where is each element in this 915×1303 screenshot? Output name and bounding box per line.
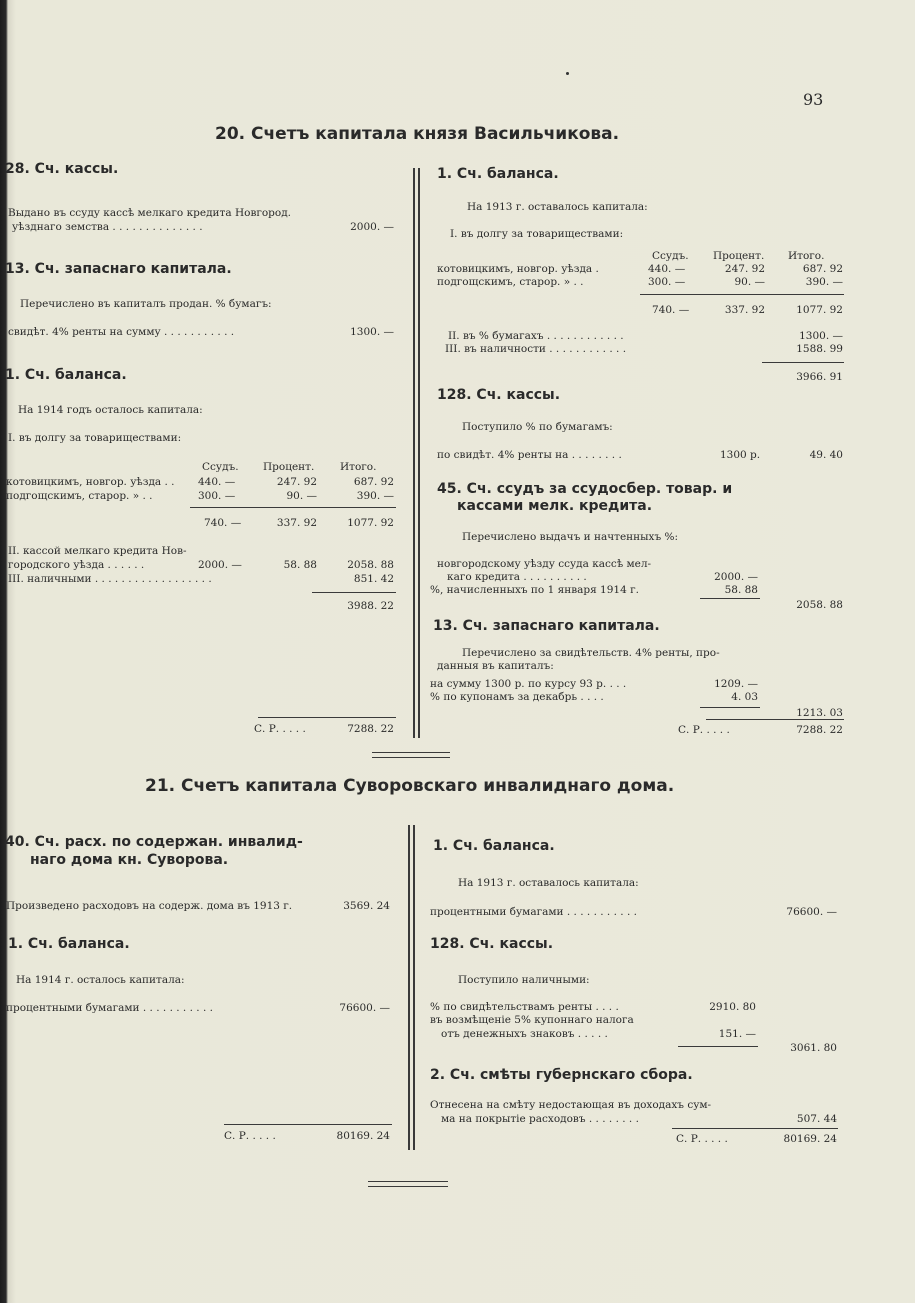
cell: 300. —	[648, 276, 686, 288]
amount: 1300. —	[350, 326, 394, 338]
summary-label: С. Р. . . . .	[254, 723, 306, 735]
heading-kassy: 128. Сч. кассы.	[437, 387, 561, 403]
heading-ssud-cont: кассами мелк. кредита.	[457, 498, 653, 514]
cell: 1300. —	[799, 330, 843, 342]
cell: 687. 92	[353, 476, 394, 488]
row-name: котовицкимъ, новгор. уѣзда .	[437, 263, 599, 275]
heading-balans: 1. Сч. баланса.	[5, 367, 127, 383]
text-line: новгородскому уѣзду ссуда кассѣ мел-	[437, 558, 652, 570]
text-line: на сумму 1300 р. по курсу 93 р. . . .	[430, 678, 627, 690]
column-header: Ссудъ.	[202, 461, 239, 473]
text-line: На 1913 г. оставалось капитала:	[467, 201, 648, 213]
total: 3966. 91	[796, 371, 843, 383]
total: 3988. 22	[347, 600, 394, 612]
text-line: по свидѣт. 4% ренты на . . . . . . . .	[437, 449, 622, 461]
summary-label: С. Р. . . . .	[678, 724, 730, 736]
text-line: Перечислено въ капиталъ продан. % бумагъ:	[20, 298, 272, 310]
rule	[258, 717, 396, 718]
text-line: въ возмѣщеніе 5% купоннаго налога	[430, 1014, 634, 1026]
amount: 76600. —	[786, 906, 837, 918]
cell: 2000. —	[714, 571, 758, 583]
rule	[640, 294, 844, 295]
row-name: III. въ наличности . . . . . . . . . . . .	[445, 343, 627, 355]
cell: 247. 92	[276, 476, 317, 488]
row-name: котовицкимъ, новгор. уѣзда . .	[6, 476, 175, 488]
total: 2058. 88	[796, 599, 843, 611]
text-line: Поступило наличными:	[458, 974, 590, 986]
text-line: отъ денежныхъ знаковъ . . . . .	[441, 1028, 608, 1040]
summary-label: С. Р. . . . .	[676, 1133, 728, 1145]
rule	[678, 1046, 758, 1047]
summary-label: С. Р. . . . .	[224, 1130, 276, 1142]
text-line: На 1913 г. оставалось капитала:	[458, 877, 639, 889]
cell: 1209. —	[714, 678, 758, 690]
rule	[672, 1128, 838, 1129]
cell: 687. 92	[802, 263, 843, 275]
cell: 337. 92	[724, 304, 765, 316]
cell: 390. —	[356, 490, 394, 502]
cell: 1300 р.	[720, 449, 761, 461]
text-line: каго кредита . . . . . . . . . .	[447, 571, 587, 583]
amount: 76600. —	[339, 1002, 390, 1014]
column-divider	[413, 825, 415, 1150]
total: 1213. 03	[796, 707, 843, 719]
cell: 1588. 99	[796, 343, 843, 355]
cell: 300. —	[198, 490, 236, 502]
cell: 4. 03	[731, 691, 758, 703]
cell: 440. —	[648, 263, 686, 275]
heading-balans: 1. Сч. баланса.	[433, 838, 555, 854]
text-line: I. въ долгу за товариществами:	[8, 432, 182, 444]
cell: 90. —	[286, 490, 317, 502]
summary-amount: 80169. 24	[336, 1130, 390, 1142]
cell: 2000. —	[198, 559, 242, 571]
section-20-title: 20. Счетъ капитала князя Васильчикова.	[215, 124, 620, 144]
section-21-title: 21. Счетъ капитала Суворовскаго инвалиднаго дома.	[145, 776, 675, 796]
page-number: 93	[803, 90, 824, 109]
row-name: городского уѣзда . . . . . .	[8, 559, 145, 571]
column-header: Процент.	[713, 250, 765, 262]
row-name: подгощскимъ, старор. » . .	[437, 276, 584, 288]
cell: 90. —	[734, 276, 765, 288]
text-line: Перечислено выдачъ и начтенныхъ %:	[462, 531, 678, 543]
amount: 507. 44	[796, 1113, 837, 1125]
rule	[700, 598, 760, 599]
text-line: процентными бумагами . . . . . . . . . . .	[6, 1002, 213, 1014]
heading-zapas: 13. Сч. запаснаго капитала.	[5, 261, 232, 277]
cell: 2910. 80	[709, 1001, 756, 1013]
row-name: подгощскимъ, старор. » . .	[6, 490, 153, 502]
summary-amount: 7288. 22	[347, 723, 394, 735]
text-line: На 1914 г. осталось капитала:	[16, 974, 185, 986]
row-name: II. въ % бумагахъ . . . . . . . . . . . .	[448, 330, 624, 342]
heading-balans: 1. Сч. баланса.	[437, 166, 559, 182]
rule	[224, 1124, 392, 1125]
text-line: На 1914 годъ осталось капитала:	[18, 404, 203, 416]
heading-kassy: 128. Сч. кассы.	[430, 936, 554, 952]
cell: 851. 42	[353, 573, 394, 585]
cell: 58. 88	[724, 584, 758, 596]
text-line: данныя въ капиталъ:	[437, 660, 554, 672]
heading-rashod-cont: наго дома кн. Суворова.	[30, 852, 229, 868]
heading-zapas: 13. Сч. запаснаго капитала.	[433, 618, 660, 634]
text-line: уѣзднаго земства . . . . . . . . . . . . . .	[12, 221, 203, 233]
cell: 390. —	[805, 276, 843, 288]
column-divider	[418, 168, 420, 738]
text-line: %, начисленныхъ по 1 января 1914 г.	[430, 584, 639, 596]
text-line: ма на покрытіе расходовъ . . . . . . . .	[441, 1113, 639, 1125]
rule	[706, 719, 844, 720]
text-line: Выдано въ ссуду кассѣ мелкаго кредита Новгород.	[8, 207, 292, 219]
heading-smety: 2. Сч. смѣты губернскаго сбора.	[430, 1067, 693, 1083]
section-separator	[368, 1181, 448, 1187]
amount: 2000. —	[350, 221, 394, 233]
cell: 1077. 92	[796, 304, 843, 316]
rule	[762, 362, 844, 363]
cell: 337. 92	[276, 517, 317, 529]
cell: 58. 88	[283, 559, 317, 571]
column-header: Процент.	[263, 461, 315, 473]
cell: 440. —	[198, 476, 236, 488]
text-line: % по свидѣтельствамъ ренты . . . .	[430, 1001, 619, 1013]
text-line: % по купонамъ за декабрь . . . .	[430, 691, 604, 703]
text-line: свидѣт. 4% ренты на сумму . . . . . . . . . . .	[8, 326, 235, 338]
cell: 740. —	[652, 304, 690, 316]
text-line: процентными бумагами . . . . . . . . . . .	[430, 906, 637, 918]
amount: 49. 40	[809, 449, 843, 461]
heading-ssud: 45. Сч. ссудъ за ссудосбер. товар. и	[437, 481, 733, 497]
column-divider	[413, 168, 415, 738]
summary-amount: 80169. 24	[783, 1133, 837, 1145]
column-header: Ссудъ.	[652, 250, 689, 262]
cell: 151. —	[718, 1028, 756, 1040]
amount: 3569. 24	[343, 900, 390, 912]
row-name: III. наличными . . . . . . . . . . . . . . . . . .	[8, 573, 212, 585]
rule	[312, 592, 396, 593]
rule	[700, 707, 760, 708]
total: 3061. 80	[790, 1042, 837, 1054]
text-line: Отнесена на смѣту недостающая въ доходахъ сум-	[430, 1099, 712, 1111]
heading-rashod: 40. Сч. расх. по содержан. инвалид-	[5, 834, 303, 850]
column-divider	[408, 825, 410, 1150]
speck-mark	[566, 72, 569, 75]
text-line: I. въ долгу за товариществами:	[450, 228, 624, 240]
column-header: Итого.	[340, 461, 377, 473]
cell: 1077. 92	[347, 517, 394, 529]
rule	[190, 507, 396, 508]
section-separator	[372, 752, 450, 758]
heading-kassy: 28. Сч. кассы.	[5, 161, 119, 177]
text-line: Произведено расходовъ на содерж. дома въ 1913 г.	[6, 900, 293, 912]
summary-amount: 7288. 22	[796, 724, 843, 736]
text-line: Перечислено за свидѣтельств. 4% ренты, про-	[462, 647, 720, 659]
row-name: II. кассой мелкаго кредита Нов-	[8, 545, 187, 557]
cell: 740. —	[204, 517, 242, 529]
cell: 247. 92	[724, 263, 765, 275]
heading-balans: 1. Сч. баланса.	[8, 936, 130, 952]
column-header: Итого.	[788, 250, 825, 262]
cell: 2058. 88	[347, 559, 394, 571]
text-line: Поступило % по бумагамъ:	[462, 421, 613, 433]
